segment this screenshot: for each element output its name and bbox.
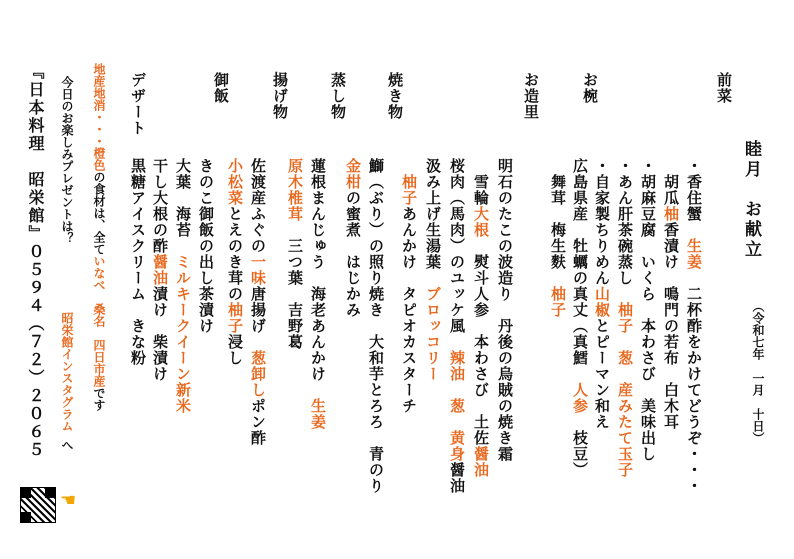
local-ingredient: 生姜 [309, 398, 327, 430]
menu-text: 雪輪 [472, 158, 490, 206]
menu-text: ・あん肝茶碗蒸し [616, 158, 634, 302]
menu-text: の蜜煮 はじかみ [344, 190, 362, 318]
menu-line [497, 158, 512, 462]
menu-text: 黒糖アイスクリーム きな粉 [129, 158, 147, 366]
menu-text: ・自家製ちりめん [593, 158, 611, 286]
menu-line [368, 158, 383, 494]
local-ingredient: 小松菜 [226, 158, 244, 206]
local-ingredient: 醤油 [472, 446, 490, 478]
menu-category: 前菜 [715, 72, 733, 104]
menu-line [473, 158, 488, 478]
local-ingredient: ミルキークイーン新米 [174, 254, 192, 414]
menu-line [130, 158, 145, 366]
menu-text: 舞茸 梅生麩 [549, 158, 567, 286]
menu-text [616, 366, 634, 382]
menu-text: 胡瓜 [662, 158, 680, 206]
local-ingredient: 葱 [448, 398, 466, 414]
local-ingredient: 原木椎茸 [286, 158, 304, 222]
local-ingredient: 四日市産 [92, 339, 106, 387]
menu-line [401, 158, 416, 414]
local-ingredient: 柚子 [226, 302, 244, 334]
menu-text: 三つ葉 吉野葛 [286, 222, 304, 350]
menu-category: 御飯 [212, 72, 230, 104]
menu-title: 睦月 お献立 [741, 140, 761, 260]
local-ingredient: 柚子 [549, 286, 567, 318]
menu-category: 焼き物 [386, 72, 404, 120]
menu-text: 漬け 柴漬け [151, 286, 169, 382]
menu-line [686, 158, 701, 494]
menu-line [663, 158, 678, 430]
menu-text: 鰤（ぶり）の照り焼き 大和芋とろろ 青のり [367, 158, 385, 494]
menu-text: 醤油 [448, 462, 466, 494]
menu-category: お造里 [522, 72, 540, 120]
local-ingredient: 地産地消・・・ [92, 63, 106, 147]
menu-text: ・胡麻豆腐 いくら 本わさび 美味出し [639, 158, 657, 462]
local-ingredient: 辣油 [448, 350, 466, 382]
menu-category: デザート [129, 72, 147, 136]
local-ingredient: 柚子 [400, 174, 418, 206]
menu-text [448, 382, 466, 398]
local-ingredient: いなべ [92, 255, 106, 291]
local-ingredient: 人参 [571, 382, 589, 414]
instagram-suffix: へ [60, 439, 74, 451]
local-ingredient: 一味 [249, 254, 267, 286]
menu-line [250, 158, 265, 446]
local-ingredient: 産みたて玉子 [616, 382, 634, 478]
local-ingredient: 葱 [616, 350, 634, 366]
menu-line [152, 158, 167, 382]
menu-text: 浸し [226, 334, 244, 366]
menu-line [572, 158, 587, 478]
qr-code[interactable] [20, 487, 56, 523]
menu-category: お椀 [581, 72, 599, 104]
menu-text: あんかけ タピオカスターチ [400, 206, 418, 414]
menu-text: とえのき茸の [226, 206, 244, 302]
restaurant-footer: 『日本料理 昭栄館』０５９４（７２）２０６５ [26, 63, 45, 459]
menu-text: ポン酢 [249, 398, 267, 446]
menu-text: 枝豆） [571, 414, 589, 478]
menu-text: 二杯酢をかけてどうぞ・・・ [685, 270, 703, 494]
instagram-link[interactable]: 昭栄館インスタグラム [60, 312, 74, 432]
menu-text: 桜肉（馬肉）のユッケ風 [448, 158, 466, 350]
local-ingredient: 柚 [662, 206, 680, 222]
menu-text: 唐揚げ [249, 286, 267, 350]
menu-text: 明石のたこの波造り 丹後の烏賊の焼き霜 [496, 158, 514, 462]
local-ingredient: 金柑 [344, 158, 362, 190]
local-ingredient: 葱卸し [249, 350, 267, 398]
menu-text: 熨斗人参 本わさび 土佐 [472, 238, 490, 446]
menu-category: 揚げ物 [271, 72, 289, 120]
local-ingredient: 山椒 [593, 286, 611, 318]
menu-text: 大葉 海苔 [174, 158, 192, 254]
menu-line [175, 158, 190, 414]
menu-line [640, 158, 655, 462]
local-ingredient: 生姜 [685, 238, 703, 270]
menu-line [198, 158, 213, 334]
menu-line [287, 158, 302, 350]
menu-text: 干し大根の酢 [151, 158, 169, 254]
menu-line [617, 158, 632, 478]
menu-text [400, 158, 418, 174]
menu-text: 蓮根まんじゅう 海老あんかけ [309, 158, 327, 398]
menu-date: （令和七年 一月 十日） [751, 300, 765, 444]
menu-line [310, 158, 325, 430]
menu-line [227, 158, 242, 366]
menu-text [92, 327, 106, 339]
menu-text: きのこ御飯の出し茶漬け [197, 158, 215, 334]
menu-line [594, 158, 609, 430]
menu-text: 香漬け 鳴門の若布 白木耳 [662, 222, 680, 430]
menu-line [425, 158, 440, 382]
menu-text: ・香住蟹 [685, 158, 703, 238]
local-ingredient: 黄身 [448, 430, 466, 462]
menu-text: 佐渡産ふぐの [249, 158, 267, 254]
local-ingredient: 柚子 [616, 302, 634, 334]
local-ingredient: 桑名 [92, 303, 106, 327]
pointing-hand-icon: ☚ [60, 490, 77, 511]
menu-text: です [92, 387, 106, 411]
present-note: 今日のお楽しみプレゼントは？ [60, 76, 74, 244]
menu-text [92, 291, 106, 303]
menu-text [448, 414, 466, 430]
local-ingredient: 大根 [472, 206, 490, 238]
menu-text [616, 334, 634, 350]
menu-category: 蒸し物 [329, 72, 347, 120]
local-ingredient: ブロッコリー [424, 286, 442, 382]
menu-text: 汲み上げ生湯葉 [424, 158, 442, 286]
menu-text: 広島県産 牡蠣の真丈（真鱈 [571, 158, 589, 382]
menu-line [345, 158, 360, 318]
local-ingredient: 醤油 [151, 254, 169, 286]
menu-line [449, 158, 464, 494]
local-ingredient: 橙色 [92, 147, 106, 171]
local-produce-note [93, 63, 105, 411]
menu-text: の食材は、全て [92, 171, 106, 255]
menu-text: とピーマン和え [593, 318, 611, 430]
menu-line [550, 158, 565, 318]
